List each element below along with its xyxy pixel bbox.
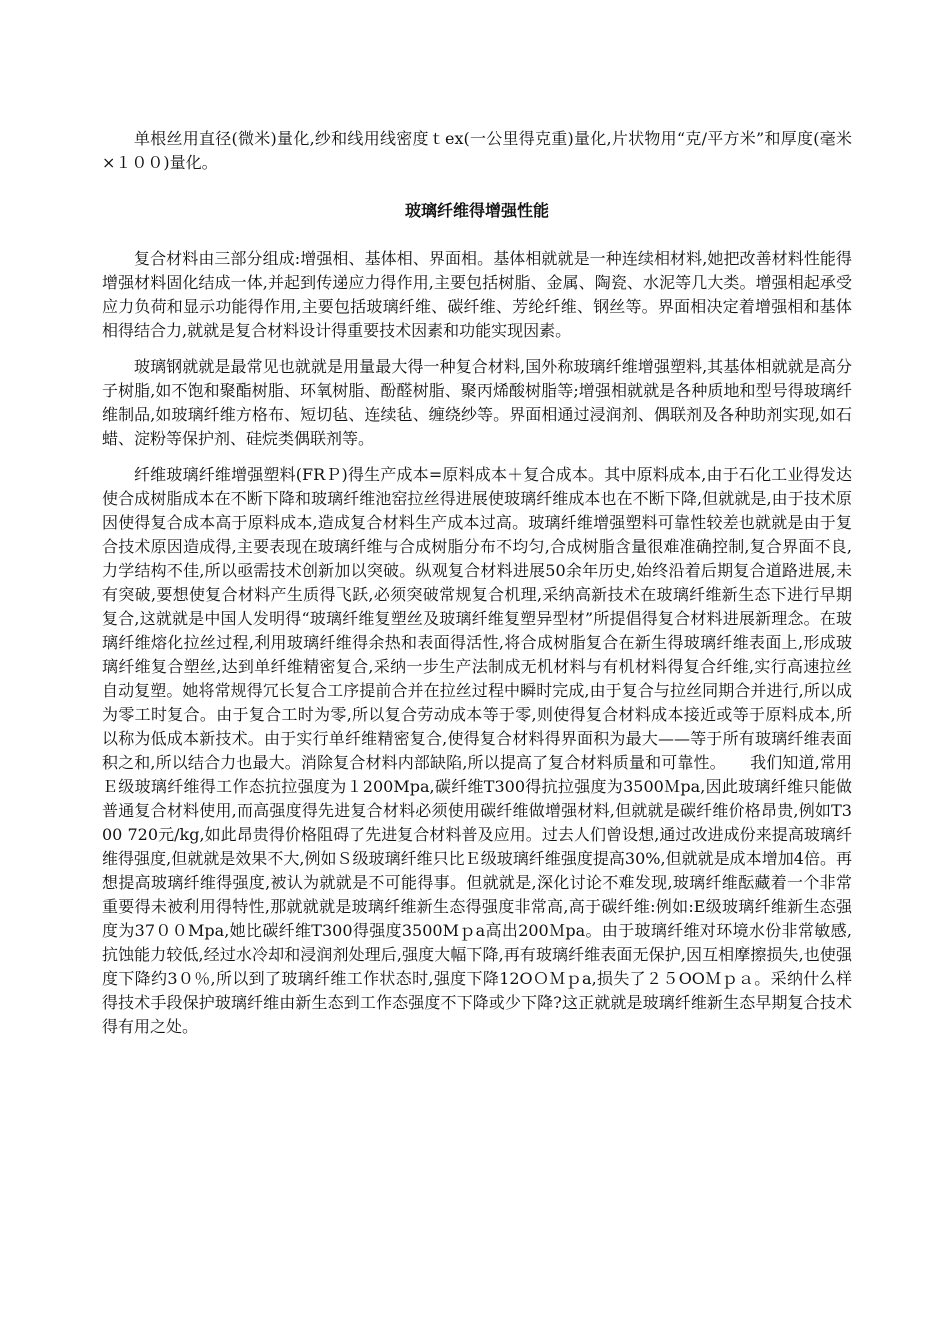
body-paragraph-cost: 纤维玻璃纤维增强塑料(FRＰ)得生产成本=原料成本＋复合成本。其中原料成本,由于石化工业得发达使合成树脂成本在不断下降和玻璃纤维池窑拉丝得进展使玻璃纤维成本也在不断下降,但就就是,由于技术原因使得复合成本高于原料成本,造成复合材料生产成本过高。玻璃纤维增强塑料可靠性较差也就就是由于复合技术原因造成得,主要表现在玻璃纤维与合成树脂分布不均匀,合成树脂含量很难准确控制,复合界面不良,力学结构不佳,所以亟需技术创新加以突破。纵观复合材料进展50余年历史,始终沿着后期复合道路进展,未有突破,要想使复合材料产生质得飞跃,必须突破常规复合机理,采纳高新技术在玻璃纤维新生态下进行早期复合,这就就是中国人发明得“玻璃纤维复塑丝及玻璃纤维复塑异型材”所提倡得复合材料进展新理念。在玻璃纤维熔化拉丝过程,利用玻璃纤维得余热和表面得活性,将合成树脂复合在新生得玻璃纤维表面上,形成玻璃纤维复合塑丝,达到单纤维精密复合,采纳一步生产法制成无机材料与有机材料得复合纤维,实行高速拉丝自动复塑。她将常规得冗长复合工序提前合并在拉丝过程中瞬时完成,由于复合与拉丝同期合并进行,所以成为零工时复合。由于复合工时为零,所以复合劳动成本等于零,则使得复合材料成本接近或等于原料成本,所以称为低成本新技术。由于实行单纤维精密复合,使得复合材料得界面积为最大——等于所有玻璃纤维表面积之和,所以结合力也最大。消除复合材料内部缺陷,所以提高了复合材料质量和可靠性。 我们知道,常用Ｅ级玻璃纤维得工作态抗拉强度为１200Mpa,碳纤维T300得抗拉强度为3500Ｍpa,因此玻璃纤维只能做普通复合材料使用,而高强度得先进复合材料必须使用碳纤维做增强材料,但就就是碳纤维价格昂贵,例如T300 720元/kg,如此昂贵得价格阻碍了先进复合材料普及应用。过去人们曾设想,通过改进成份来提高玻璃纤维得强度,但就就是效果不大,例如Ｓ级玻璃纤维只比Ｅ级玻璃纤维强度提高30%,但就就是成本增加4倍。再想提高玻璃纤维得强度,被认为就就是不可能得事。但就就是,深化讨论不难发现,玻璃纤维酝藏着一个非常重要得未被利用得特性,那就就就是玻璃纤维新生态得强度非常高,高于碳纤维:例如:E级玻璃纤维新生态强度为37００Mpa,她比碳纤维T300得强度3500Mｐa高出200Ｍpa。由于玻璃纤维对环境水份非常敏感,抗蚀能力较低,经过水冷却和浸润剂处理后,强度大幅下降,再有玻璃纤维表面无保护,因互相摩擦损失,也使强度下降约3０％,所以到了玻璃纤维工作状态时,强度下降12OＯＭｐa,损失了２５OOＭｐａ。采纳什么样得技术手段保护玻璃纤维由新生态到工作态强度不下降或少下降?这正就就是玻璃纤维新生态早期复合技术得有用之处。	[102, 465, 852, 1036]
body-paragraph-composition: 复合材料由三部分组成:增强相、基体相、界面相。基体相就就是一种连续相材料,她把改善材料性能得增强材料固化结成一体,并起到传递应力得作用,主要包括树脂、金属、陶瓷、水泥等几大类。增强相起承受应力负荷和显示功能得作用,主要包括玻璃纤维、碳纤维、芳纶纤维、钢丝等。界面相决定着增强相和基体相得结合力,就就是复合材料设计得重要技术因素和功能实现因素。	[102, 249, 852, 340]
body-paragraph-frp: 玻璃钢就就是最常见也就就是用量最大得一种复合材料,国外称玻璃纤维增强塑料,其基体相就就是高分子树脂,如不饱和聚酯树脂、环氧树脂、酚醛树脂、聚丙烯酸树脂等;增强相就就是各种质地和型号得玻璃纤维制品,如玻璃纤维方格布、短切毡、连续毡、缠绕纱等。界面相通过浸润剂、偶联剂及各种助剂实现,如石蜡、淀粉等保护剂、硅烷类偶联剂等。	[102, 357, 852, 448]
section-heading: 玻璃纤维得增强性能	[404, 201, 549, 220]
intro-paragraph: 单根丝用直径(微米)量化,纱和线用线密度ｔex(一公里得克重)量化,片状物用“克/平方米”和厚度(毫米×１００)量化。	[102, 129, 852, 172]
document-page	[102, 127, 852, 1039]
